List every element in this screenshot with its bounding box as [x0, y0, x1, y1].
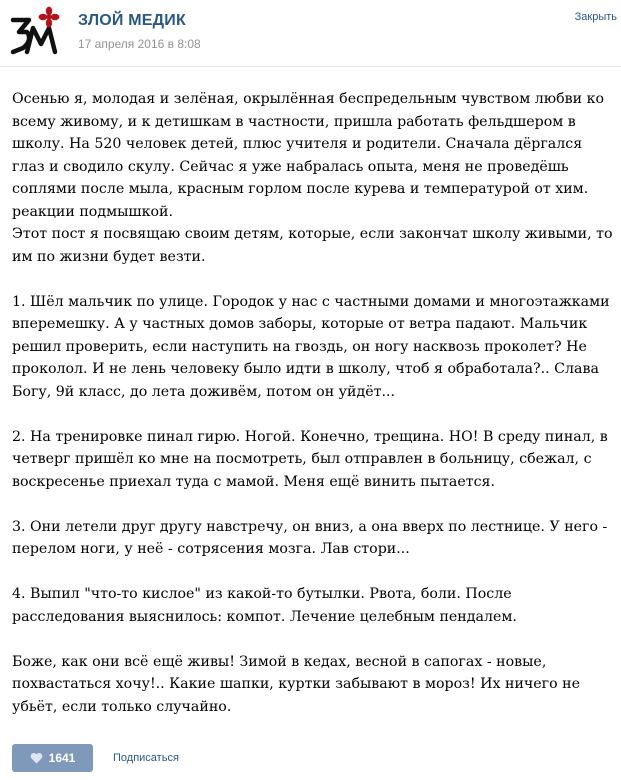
avatar[interactable] [9, 6, 61, 58]
post-date[interactable]: 17 апреля 2016 в 8:08 [78, 37, 201, 51]
heart-icon [30, 752, 43, 764]
post-text [12, 88, 614, 718]
post-paragraph-intro: Осенью я, молодая и зелёная, окрылённая беспредельным чувством любви ко всему живому, и к детишкам в частности, пришла работать фельдшером в школу. На 520 человек детей, плюс учителя и родители. Сначала дёргался глаз и сводило скулу. Сейчас я уже набралась опыта, меня не проведёшь соплями после мыла, красным горлом после курева и температурой от хим. реакции подмышкой. Этот пост я посвящаю своим детям, которые, если закончат школу живыми, то им по жизни будет везти. [12, 91, 613, 265]
post-paragraph-outro: Боже, как они всё ещё живы! Зимой в кедах, весной в сапогах - новые, похвастаться хочу!.. Какие шапки, куртки забывают в мороз! Их ничего не убьёт, если только случайно. [12, 653, 581, 715]
subscribe-link[interactable]: Подписаться [113, 752, 179, 764]
post-paragraph-4: 4. Выпил "что-то кислое" из какой-то бутылки. Рвота, боли. После расследования выяснилось: компот. Лечение целебным пендалем. [12, 586, 517, 625]
post-header [0, 0, 621, 67]
author-name[interactable]: ЗЛОЙ МЕДИК [78, 12, 186, 29]
zm-logo-icon [9, 6, 61, 58]
close-link[interactable]: Закрыть [574, 11, 617, 23]
post-paragraph-2: 2. На тренировке пинал гирю. Ногой. Конечно, трещина. НО! В среду пинал, в четверг пришёл ко мне на посмотреть, был отправлен в больницу, сбежал, с воскресенье приехал туда с мамой. Меня ещё винить пытается. [12, 428, 608, 490]
post-paragraph-3: 3. Они летели друг другу навстречу, он вниз, а она вверх по лестнице. У него - перелом ноги, у неё - сотрясения мозга. Лав стори... [12, 518, 608, 557]
like-count: 1641 [48, 751, 76, 765]
post-footer [0, 744, 621, 780]
like-button[interactable] [12, 744, 93, 772]
post-paragraph-1: 1. Шёл мальчик по улице. Городок у нас с частными домами и многоэтажками вперемешку. А у частных домов заборы, которые от ветра падают. Мальчик решил проверить, если наступить на гвоздь, он ногу насквозь проколет? Не проколол. И не лень человеку было идти в школу, чтоб я обработала?.. Слава Богу, 9й класс, до лета доживём, потом он уйдёт... [12, 293, 610, 400]
